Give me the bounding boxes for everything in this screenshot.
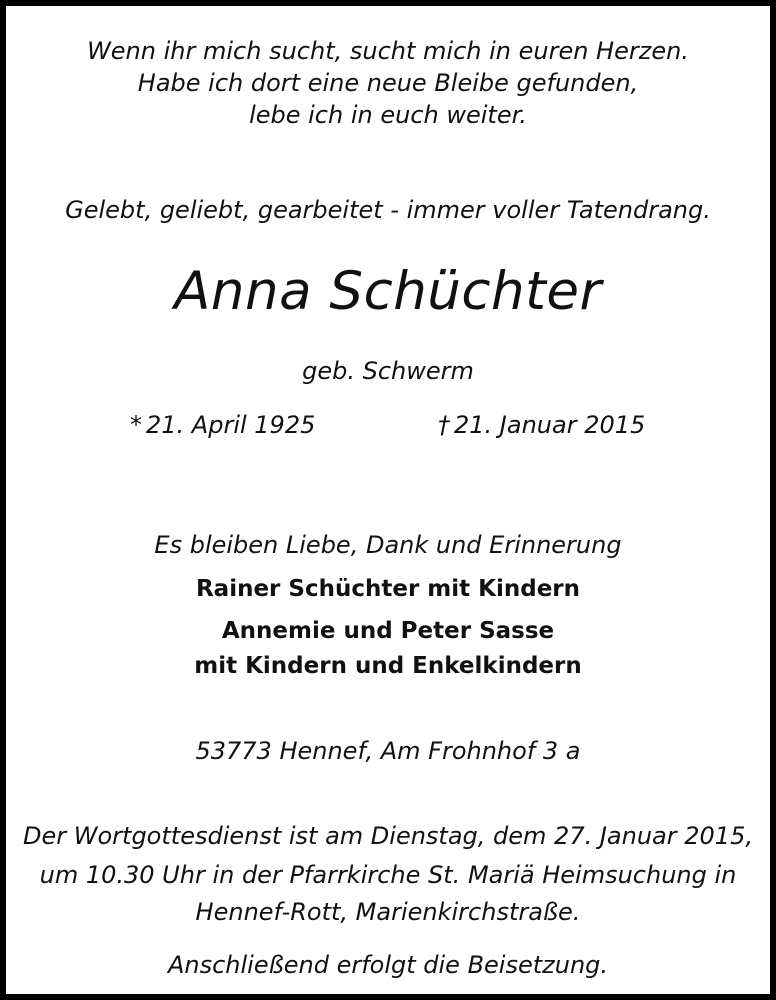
address: 53773 Hennef, Am Frohnhof 3 a [195,737,581,765]
deceased-name: Anna Schüchter [174,261,602,322]
motto: Gelebt, geliebt, gearbeitet - immer voller Tatendrang. [65,196,711,224]
service-line-2: um 10.30 Uhr in der Pfarrkirche St. Mariä Heimsuchung in [39,861,737,889]
mourner-line-3: mit Kindern und Enkelkindern [194,653,582,679]
birth-date: 21. April 1925 [146,411,316,439]
mourner-line-2: Annemie und Peter Sasse [221,618,555,644]
poem-line-2: Habe ich dort eine neue Bleibe gefunden, [137,69,639,97]
poem-line-3: lebe ich in euch weiter. [249,101,527,129]
life-dates [6,410,770,442]
poem-line-1: Wenn ihr mich sucht, sucht mich in euren Herzen. [87,37,689,65]
death-date-group [438,410,645,440]
mourner-line-1: Rainer Schüchter mit Kindern [195,576,581,602]
death-cross-icon: † [438,411,450,439]
remembrance-line: Es bleiben Liebe, Dank und Erinnerung [154,531,622,559]
service-line-3: Hennef-Rott, Marienkirchstraße. [195,898,581,926]
burial-note: Anschließend erfolgt die Beisetzung. [167,951,609,979]
service-line-1: Der Wortgottesdienst ist am Dienstag, dem 27. Januar 2015, [23,822,753,850]
maiden-name: geb. Schwerm [302,357,474,385]
death-date: 21. Januar 2015 [454,411,646,439]
birth-date-group [130,410,315,440]
birth-star-icon: * [130,411,142,439]
